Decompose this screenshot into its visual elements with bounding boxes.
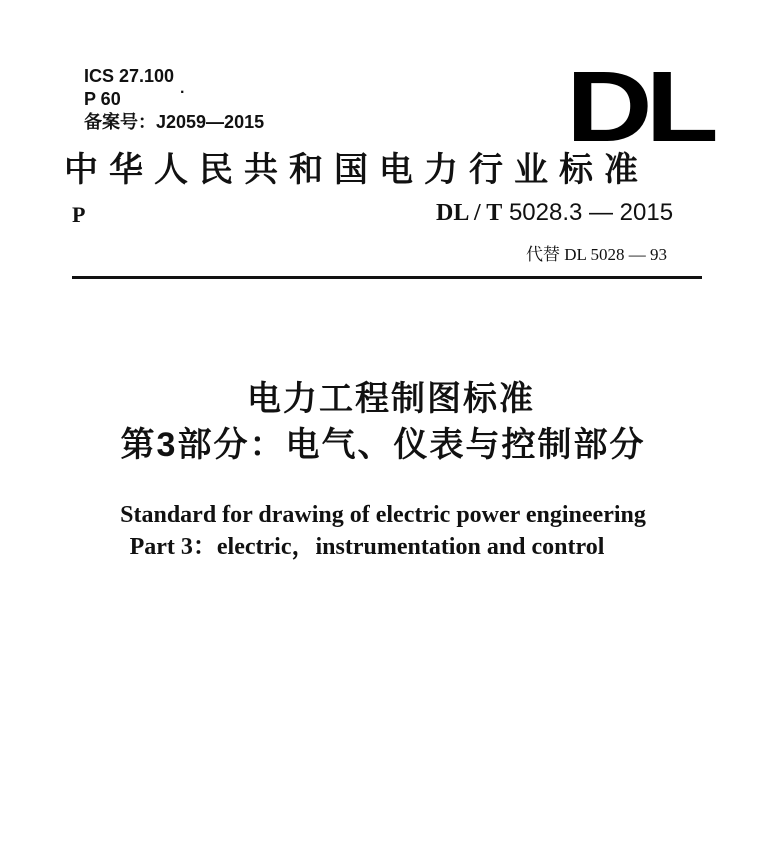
- classification-letter: P: [72, 202, 86, 227]
- title-chinese-line-2: 第3部分：电气、仪表与控制部分: [120, 426, 646, 464]
- dl-logo: DL: [566, 51, 712, 163]
- dot-mark: ·: [180, 84, 186, 101]
- replaces-standard: 代替 DL 5028 — 93: [526, 245, 668, 264]
- ics-code: ICS 27.100: [84, 66, 175, 86]
- standard-number-value: 5028.3 — 2015: [508, 199, 674, 226]
- standard-number-prefix: DL / T: [436, 200, 503, 226]
- header-divider: [72, 276, 702, 279]
- organization-title: 中华人民共和国电力行业标准: [64, 150, 649, 190]
- classification-code: P 60: [84, 89, 121, 109]
- title-chinese-line-1: 电力工程制图标准: [247, 380, 535, 418]
- standard-number: [436, 198, 673, 228]
- title-english-line-1: Standard for drawing of electric power engineering: [120, 502, 646, 528]
- title-english-line-2: Part 3：electric，instrumentation and control: [129, 534, 605, 560]
- record-number: 备案号：J2059—2015: [84, 112, 265, 132]
